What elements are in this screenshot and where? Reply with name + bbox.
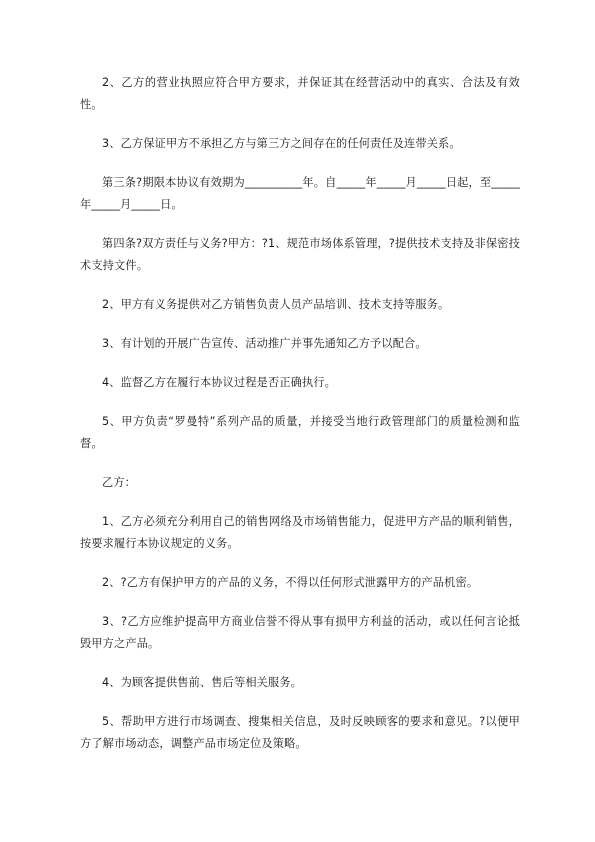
clause-paragraph-business-license: 2、乙方的营业执照应符合甲方要求，并保证其在经营活动中的真实、合法及有效性。 — [80, 76, 520, 111]
clause-paragraph-liability: 3、乙方保证甲方不承担乙方与第三方之间存在的任何责任及连带关系。 — [102, 137, 461, 150]
document-body — [80, 72, 520, 770]
article-four-party-a-duties: 第四条?双方责任与义务?甲方：?1、规范市场体系管理，?提供技术支持及非保密技术支持文件。 — [80, 237, 520, 272]
party-b-duty-confidentiality: 2、?乙方有保护甲方的产品的义务，不得以任何形式泄露甲方的产品机密。 — [102, 576, 479, 589]
party-a-duty-advertising: 3、有计划的开展广告宣传、活动推广并事先通知乙方予以配合。 — [102, 337, 427, 350]
party-b-duty-reputation: 3、?乙方应维护提高甲方商业信誉不得从事有损甲方利益的活动，或以任何言论抵毁甲方之产品。 — [80, 615, 520, 650]
party-a-duty-supervision: 4、监督乙方在履行本协议过程是否正确执行。 — [102, 376, 337, 389]
party-b-duty-service: 4、为顾客提供售前、售后等相关服务。 — [102, 676, 303, 689]
party-b-duty-sales: 1、乙方必须充分利用自己的销售网络及市场销售能力，促进甲方产品的顺利销售，按要求履行本协议规定的义务。 — [80, 515, 520, 550]
party-b-duty-market-research: 5、帮助甲方进行市场调查、搜集相关信息，及时反映顾客的要求和意见。?以便甲方了解市场动态，调整产品市场定位及策略。 — [80, 715, 520, 750]
party-a-duty-quality: 5、甲方负责“罗曼特”系列产品的质量，并接受当地行政管理部门的质量检测和监督。 — [80, 415, 520, 450]
article-three-term: 第三条?期限本协议有效期为__________年。自_____年_____月_____日起，至_____年_____月_____日。 — [80, 176, 520, 211]
party-a-duty-training: 2、甲方有义务提供对乙方销售负责人员产品培训、技术支持等服务。 — [102, 298, 450, 311]
party-b-heading: 乙方： — [102, 476, 137, 489]
